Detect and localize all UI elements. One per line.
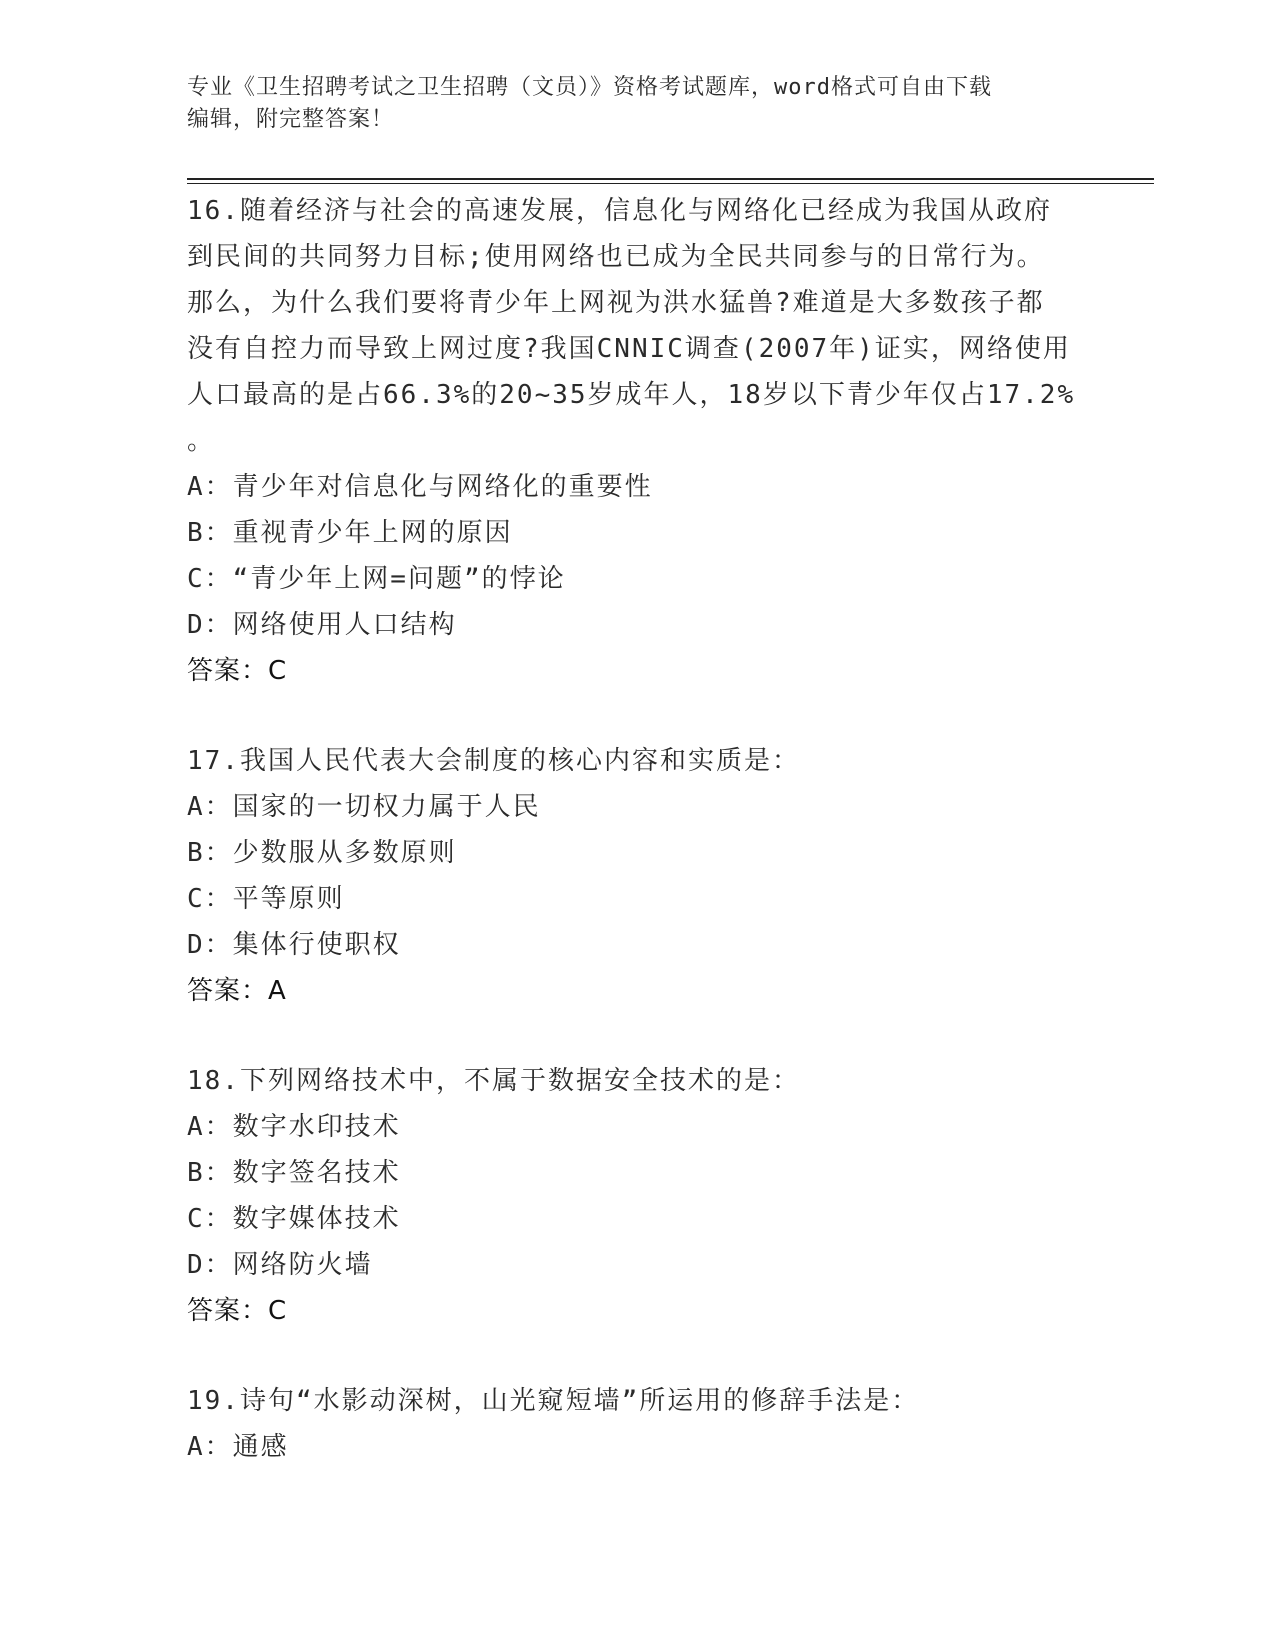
question-stem-line: 。: [187, 426, 216, 456]
answer-line: 答案：C: [187, 656, 288, 686]
question-stem-line: 人口最高的是占66.3%的20~35岁成年人，18岁以下青少年仅占17.2%: [187, 380, 1076, 410]
document-header: [187, 72, 1087, 136]
question-17: [187, 738, 1087, 1014]
option-b: B：少数服从多数原则: [187, 838, 457, 868]
option-a: A：青少年对信息化与网络化的重要性: [187, 472, 653, 502]
option-d: D：网络使用人口结构: [187, 610, 457, 640]
option-d: D：网络防火墙: [187, 1250, 373, 1280]
question-16: [187, 188, 1087, 694]
option-b: B：数字签名技术: [187, 1158, 401, 1188]
question-stem-line: 19.诗句“水影动深树，山光窥短墙”所运用的修辞手法是：: [187, 1386, 920, 1416]
option-a: A：通感: [187, 1432, 289, 1462]
header-rule-thin: [187, 183, 1154, 184]
option-c: C：平等原则: [187, 884, 345, 914]
header-line-2: 编辑，附完整答案！: [187, 107, 395, 132]
question-18: [187, 1058, 1087, 1334]
question-stem-line: 16.随着经济与社会的高速发展，信息化与网络化已经成为我国从政府: [187, 196, 1052, 226]
question-stem-line: 17.我国人民代表大会制度的核心内容和实质是：: [187, 746, 800, 776]
option-c: C：“青少年上网=问题”的悖论: [187, 564, 566, 594]
option-b: B：重视青少年上网的原因: [187, 518, 513, 548]
question-19: [187, 1378, 1087, 1470]
header-rule-thick: [187, 178, 1154, 180]
option-a: A：数字水印技术: [187, 1112, 401, 1142]
question-stem-line: 没有自控力而导致上网过度?我国CNNIC调查(2007年)证实，网络使用: [187, 334, 1071, 364]
question-list: [187, 188, 1087, 1514]
header-line-1: 专业《卫生招聘考试之卫生招聘（文员）》资格考试题库，word格式可自由下载: [187, 75, 992, 100]
answer-line: 答案：C: [187, 1296, 288, 1326]
answer-line: 答案：A: [187, 976, 287, 1006]
option-c: C：数字媒体技术: [187, 1204, 401, 1234]
option-d: D：集体行使职权: [187, 930, 401, 960]
option-a: A：国家的一切权力属于人民: [187, 792, 541, 822]
question-stem-line: 到民间的共同努力目标;使用网络也已成为全民共同参与的日常行为。: [187, 242, 1045, 272]
question-stem-line: 18.下列网络技术中，不属于数据安全技术的是：: [187, 1066, 800, 1096]
question-stem-line: 那么，为什么我们要将青少年上网视为洪水猛兽?难道是大多数孩子都: [187, 288, 1045, 318]
